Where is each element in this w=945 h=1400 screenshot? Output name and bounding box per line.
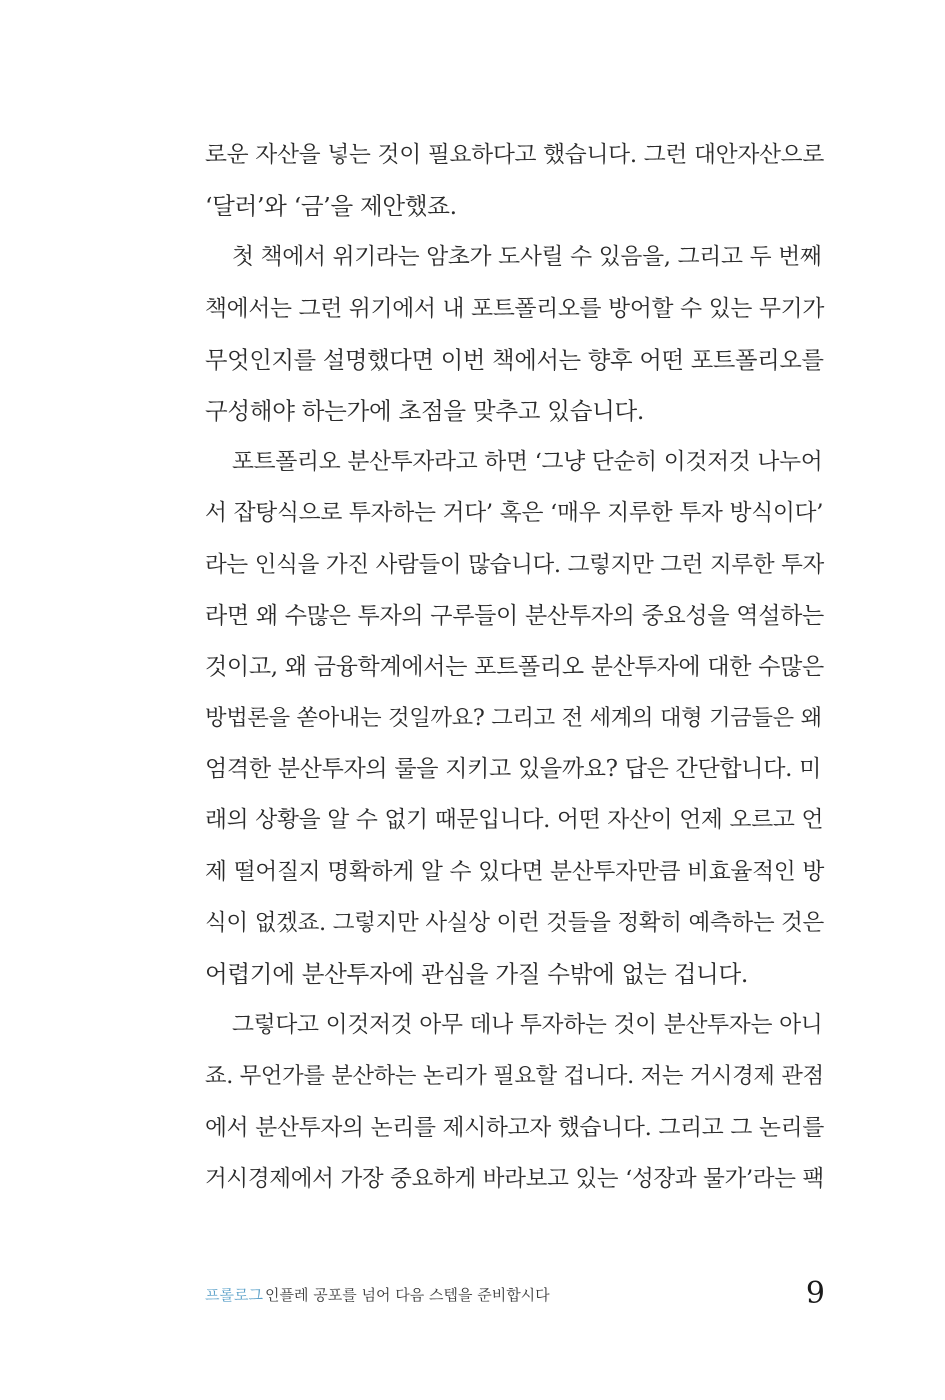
body-line: 것이고, 왜 금융학계에서는 포트폴리오 분산투자에 대한 수많은 [205,653,824,680]
body-line: 구성해야 하는가에 초점을 맞추고 있습니다. [205,396,645,425]
body-line: 책에서는 그런 위기에서 내 포트폴리오를 방어할 수 있는 무기가 [205,295,825,322]
page-number: 9 [805,1276,825,1311]
body-line: 래의 상황을 알 수 없기 때문입니다. 어떤 자산이 언제 오르고 언 [205,807,824,834]
body-text [205,130,825,1205]
body-line: 서 잡탕식으로 투자하는 거다’ 혹은 ‘매우 지루한 투자 방식이다’ [205,500,824,527]
body-line: 거시경제에서 가장 중요하게 바라보고 있는 ‘성장과 물가’라는 팩 [205,1165,824,1192]
body-line: 라는 인식을 가진 사람들이 많습니다. 그렇지만 그런 지루한 투자 [205,551,824,578]
paragraph-start-line: 포트폴리오 분산투자라고 하면 ‘그냥 단순히 이것저것 나누어 [232,449,823,476]
paragraph-start-line: 첫 책에서 위기라는 암초가 도사릴 수 있음을, 그리고 두 번째 [232,244,822,271]
body-line: 방법론을 쏟아내는 것일까요? 그리고 전 세계의 대형 기금들은 왜 [205,705,822,732]
body-line: 로운 자산을 넣는 것이 필요하다고 했습니다. 그런 대안자산으로 [205,142,825,168]
body-line: 제 떨어질지 명확하게 알 수 있다면 분산투자만큼 비효율적인 방 [205,858,825,885]
body-line: ‘달러’와 ‘금’을 제안했죠. [205,192,457,221]
body-line: 죠. 무언가를 분산하는 논리가 필요할 겁니다. 저는 거시경제 관점 [205,1063,824,1090]
body-line: 어렵기에 분산투자에 관심을 가질 수밖에 없는 겁니다. [205,960,749,988]
body-line: 엄격한 분산투자의 룰을 지키고 있을까요? 답은 간단합니다. 미 [205,756,822,783]
paragraph-start-line: 그렇다고 이것저것 아무 데나 투자하는 것이 분산투자는 아니 [232,1012,823,1039]
body-line: 식이 없겠죠. 그렇지만 사실상 이런 것들을 정확히 예측하는 것은 [205,909,824,936]
chapter-title: 인플레 공포를 넘어 다음 스텝을 준비합시다 [265,1286,550,1304]
body-line: 에서 분산투자의 논리를 제시하고자 했습니다. 그리고 그 논리를 [205,1114,825,1141]
body-line: 무엇인지를 설명했다면 이번 책에서는 향후 어떤 포트폴리오를 [205,346,824,374]
body-line: 라면 왜 수많은 투자의 구루들이 분산투자의 중요성을 역설하는 [205,602,824,629]
chapter-label: 프롤로그 [205,1286,263,1304]
page-footer [205,1276,825,1316]
